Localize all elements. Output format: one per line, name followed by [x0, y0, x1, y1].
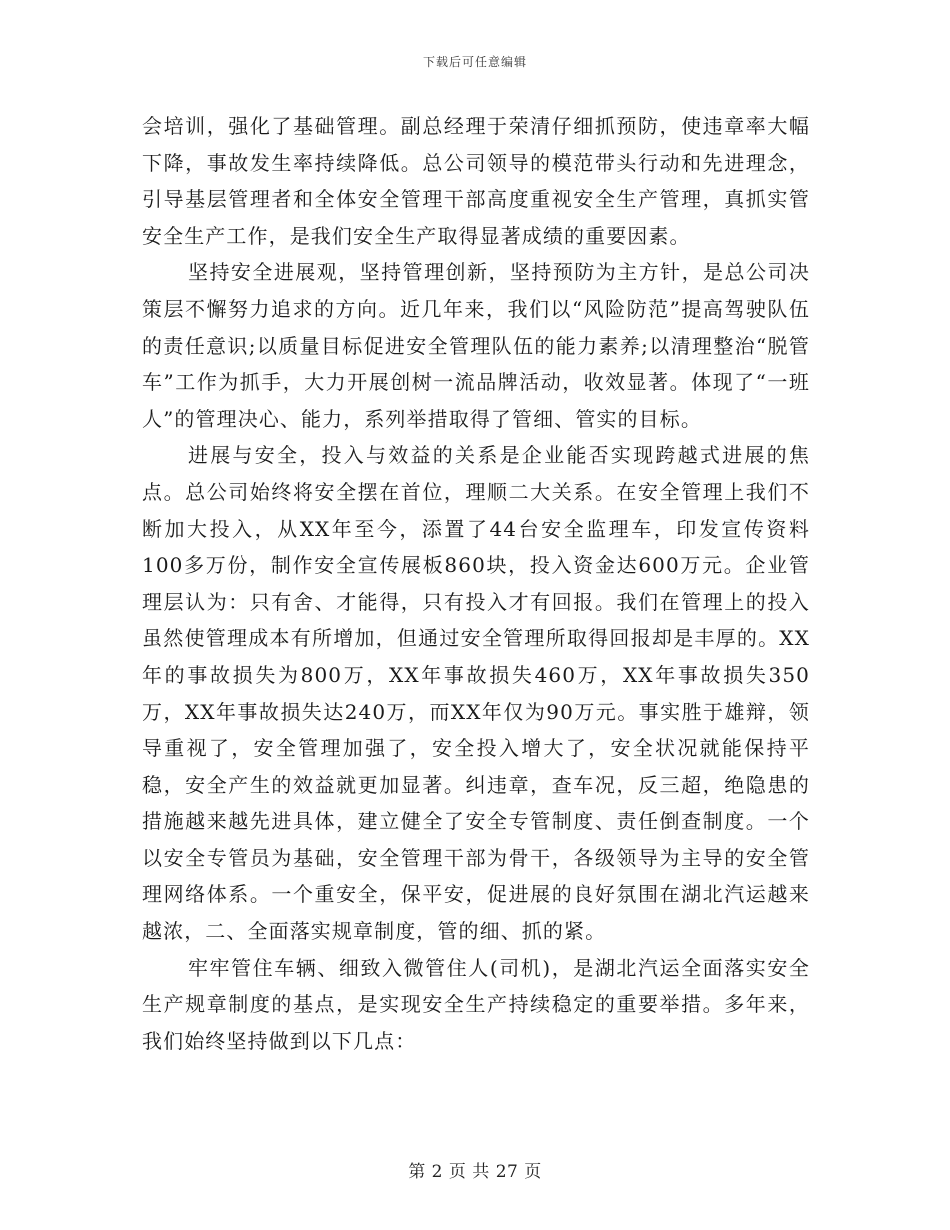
paragraph-investment-benefit: 进展与安全，投入与效益的关系是企业能否实现跨越式进展的焦点。总公司始终将安全摆在首位，理顺二大关系。在安全管理上我们不断加大投入，从XX年至今，添置了44台安全监理车，印发宣传资料100多万份，制作安全宣传展板860块，投入资金达600万元。企业管理层认为：只有舍、才能得，只有投入才有回报。我们在管理上的投入虽然使管理成本有所增加，但通过安全管理所取得回报却是丰厚的。XX年的事故损失为800万，XX年事故损失460万，XX年事故损失350万，XX年事故损失达240万，而XX年仅为90万元。事实胜于雄辩，领导重视了，安全管理加强了，安全投入增大了，安全状况就能保持平稳，安全产生的效益就更加显著。纠违章，查车况，反三超，绝隐患的措施越来越先进具体，建立健全了安全专管制度、责任倒查制度。一个以安全专管员为基础，安全管理干部为骨干，各级领导为主导的安全管理网络体系。一个重安全，保平安，促进展的良好氛围在湖北汽运越来越浓，二、全面落实规章制度，管的细、抓的紧。 [142, 443, 810, 944]
page-number: 第 2 页 共 27 页 [408, 1162, 542, 1182]
page-footer [0, 1157, 950, 1182]
paragraph-development-view: 坚持安全进展观，坚持管理创新，坚持预防为主方针，是总公司决策层不懈努力追求的方向。近几年来，我们以“风险防范”提高驾驶队伍的责任意识;以质量目标促进安全管理队伍的能力素养;以清理整治“脱管车”工作为抓手，大力开展创树一流品牌活动，收效显著。体现了“一班人”的管理决心、能力，系列举措取得了管细、管实的目标。 [142, 260, 810, 431]
paragraph-vehicle-management: 牢牢管住车辆、细致入微管住人(司机)，是湖北汽运全面落实安全生产规章制度的基点，是实现安全生产持续稳定的重要举措。多年来，我们始终坚持做到以下几点： [142, 955, 810, 1053]
page-header: 下载后可任意编辑 [422, 55, 527, 69]
paragraph-continuation: 会培训，强化了基础管理。副总经理于荣清仔细抓预防，使违章率大幅下降，事故发生率持续降低。总公司领导的模范带头行动和先进理念，引导基层管理者和全体安全管理干部高度重视安全生产管理，真抓实管安全生产工作，是我们安全生产取得显著成绩的重要因素。 [142, 114, 810, 248]
document-body [142, 108, 810, 1059]
